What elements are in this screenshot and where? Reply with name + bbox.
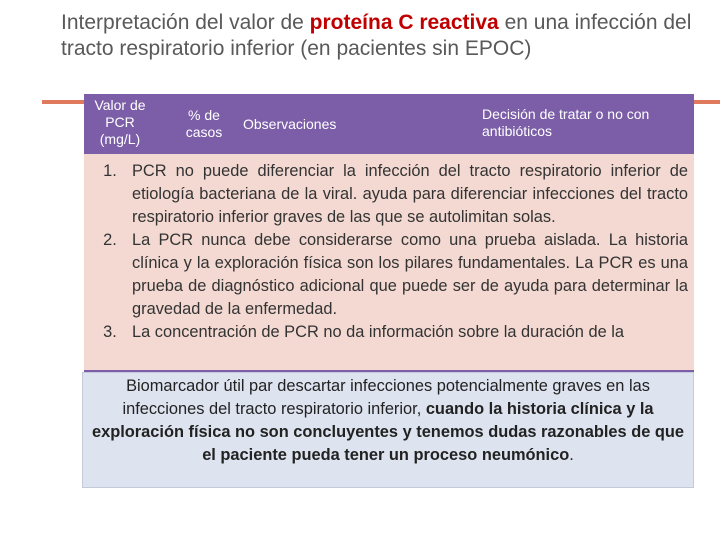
points-list — [84, 160, 688, 368]
title-part-2: en una infección del tracto respiratorio inferior (en pacientes sin EPOC) — [61, 11, 692, 60]
slide-title — [61, 10, 701, 62]
accent-bar-right — [694, 100, 720, 104]
point-text: La PCR nunca debe considerarse como una prueba aislada. La historia clínica y la exploración física son los pilares fundamentales. La PCR es una prueba de diagnóstico adicional que puede ser de ayuda para determinar la gravedad de la enfermedad. — [132, 231, 688, 318]
point-number: 2. — [103, 231, 117, 249]
point-text: La concentración de PCR no da información sobre la duración de la — [132, 323, 625, 341]
point-text: PCR no puede diferenciar la infección del tracto respiratorio inferior de etiología bacteriana de la viral. ayuda para diferenciar infecciones del tracto respiratorio inferior graves de las que se autolimitan solas. — [132, 162, 688, 226]
header-decision: Decisión de tratar o no con antibióticos — [482, 106, 650, 139]
summary-callout — [82, 372, 694, 488]
header-pcr-value: Valor de PCR (mg/L) — [94, 97, 146, 147]
point-number: 3. — [103, 323, 117, 341]
callout-text — [83, 373, 693, 467]
point-item — [84, 160, 688, 229]
title-highlight: proteína C reactiva — [309, 11, 499, 34]
header-percent-cases: % de casos — [185, 107, 223, 140]
point-number: 1. — [103, 162, 117, 180]
point-item — [84, 321, 688, 344]
title-part-1: Interpretación del valor de — [61, 11, 310, 34]
header-observations: Observaciones — [243, 116, 337, 132]
callout-text-normal: Biomarcador útil par descartar infecciones potencialmente graves en las infecciones del tracto respiratorio inferior, — [122, 377, 650, 418]
table-header — [84, 94, 694, 154]
accent-bar-left — [42, 100, 84, 104]
callout-text-end: . — [569, 446, 574, 464]
point-item — [84, 229, 688, 321]
callout-text-bold: cuando la historia clínica y la exploración física no son concluyentes y tenemos dudas razonables de que el paciente pueda tener un proceso neumónico — [91, 400, 685, 464]
